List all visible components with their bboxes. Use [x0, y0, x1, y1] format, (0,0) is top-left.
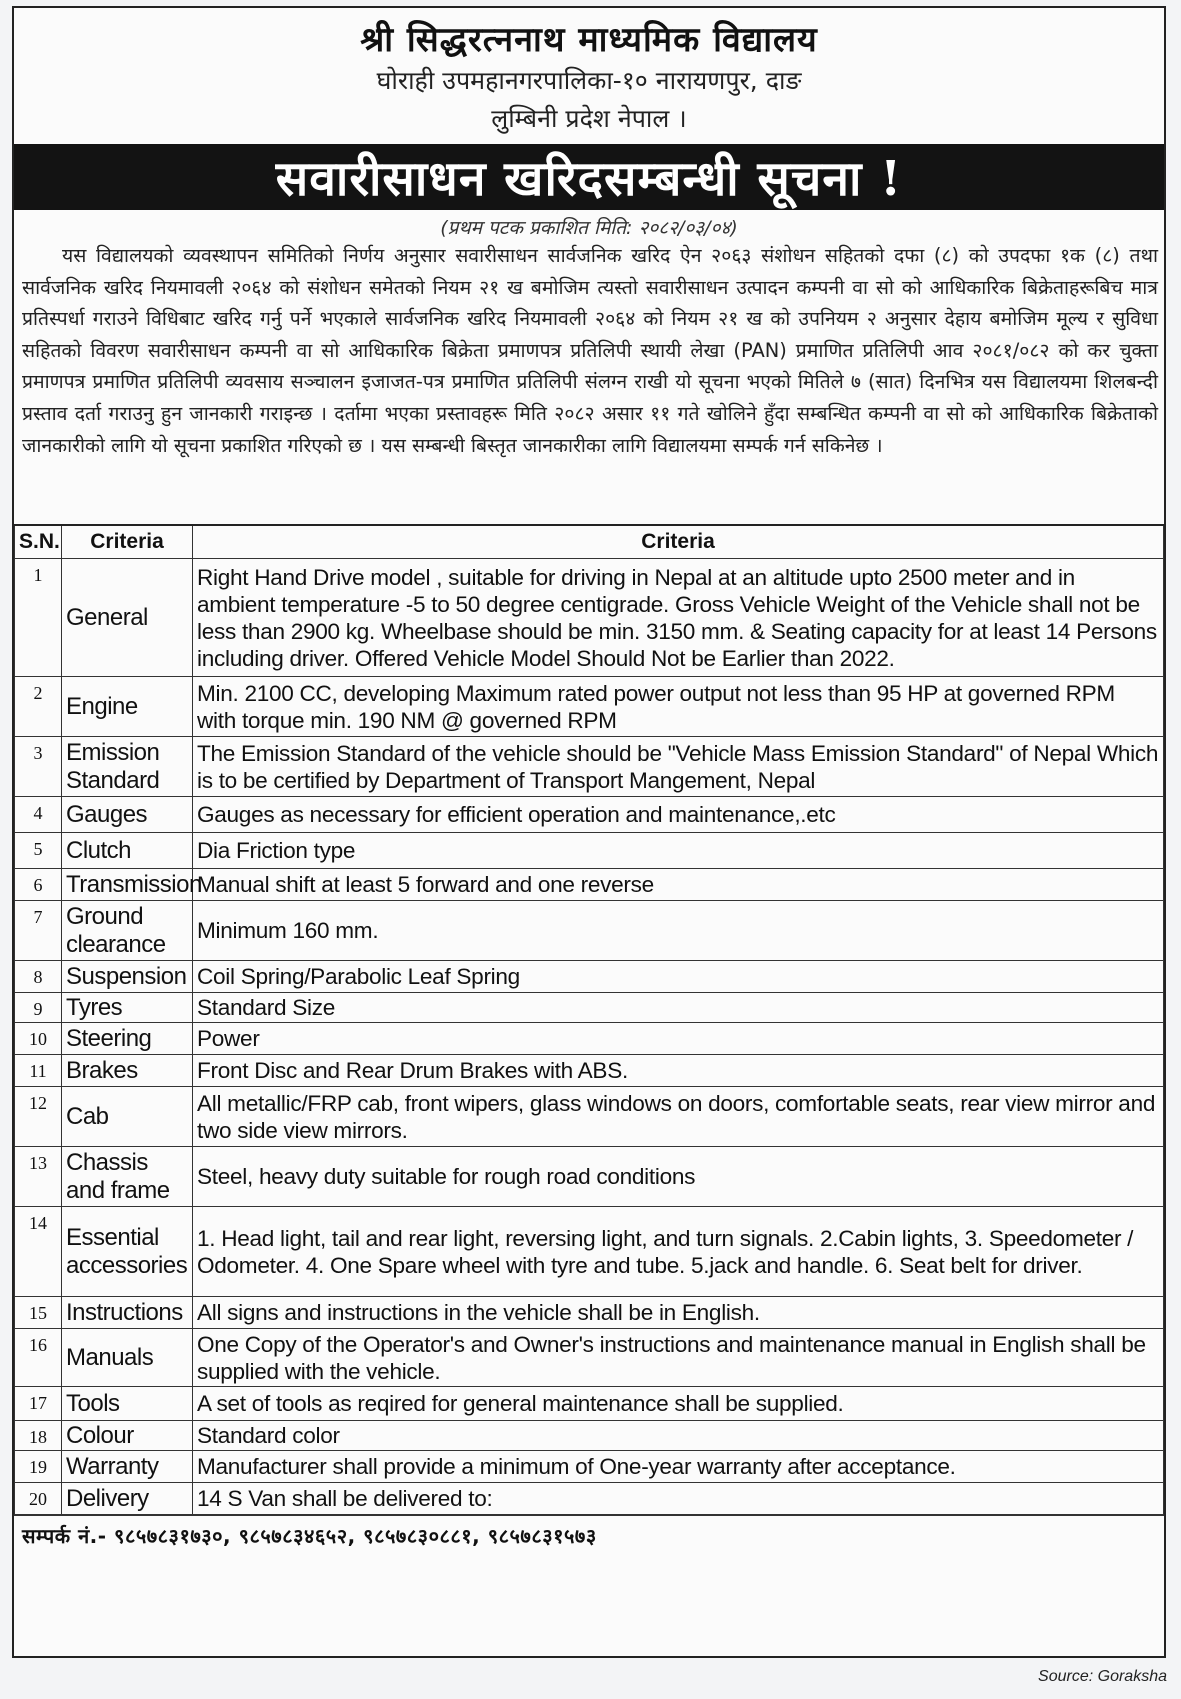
row-criteria: Brakes	[62, 1055, 193, 1087]
row-sn: 4	[15, 797, 62, 833]
row-description: A set of tools as reqired for general maintenance shall be supplied.	[193, 1387, 1164, 1421]
table-row	[15, 869, 1164, 901]
row-criteria: Colour	[62, 1421, 193, 1451]
row-description: Steel, heavy duty suitable for rough road conditions	[193, 1147, 1164, 1207]
table-row	[15, 677, 1164, 737]
table-row	[15, 993, 1164, 1023]
table-row	[15, 1329, 1164, 1387]
row-sn: 14	[15, 1207, 62, 1297]
table-row	[15, 1483, 1164, 1515]
row-criteria: Cab	[62, 1087, 193, 1147]
row-criteria: Manuals	[62, 1329, 193, 1387]
row-description: 1. Head light, tail and rear light, reversing light, and turn signals. 2.Cabin lights, 3. Speedometer / Odometer. 4. One Spare wheel with tyre and tube. 5.jack and handle. 6. Seat belt for driver.	[193, 1207, 1164, 1297]
row-sn: 8	[15, 961, 62, 993]
row-sn: 3	[15, 737, 62, 797]
table-row	[15, 797, 1164, 833]
table-row	[15, 1387, 1164, 1421]
school-name: श्री सिद्धरत्ननाथ माध्यमिक विद्यालय	[360, 20, 818, 60]
row-description: Min. 2100 CC, developing Maximum rated power output not less than 95 HP at governed RPM with torque min. 190 NM @ governed RPM	[193, 677, 1164, 737]
row-sn: 13	[15, 1147, 62, 1207]
publish-date: (प्रथम पटक प्रकाशित मिति: २०८२/०३/०४)	[440, 217, 738, 239]
row-description: Dia Friction type	[193, 833, 1164, 869]
notice-title-banner	[14, 144, 1164, 210]
table-row	[15, 961, 1164, 993]
criteria-table-body	[15, 559, 1164, 1515]
table-row	[15, 1023, 1164, 1055]
row-description: Front Disc and Rear Drum Brakes with ABS.	[193, 1055, 1164, 1087]
notice-title: सवारीसाधन खरिदसम्बन्धी सूचना !	[275, 150, 903, 207]
row-criteria: Gauges	[62, 797, 193, 833]
table-row	[15, 1207, 1164, 1297]
table-row	[15, 1421, 1164, 1451]
row-criteria: Warranty	[62, 1451, 193, 1483]
row-criteria: Clutch	[62, 833, 193, 869]
row-criteria: Emission Standard	[62, 737, 193, 797]
notice-body-text: यस विद्यालयको व्यवस्थापन समितिको निर्णय अनुसार सवारीसाधन सार्वजनिक खरिद ऐन २०६३ संशोधन सहितको दफा (८) को उपदफा १क (८) तथा सार्वजनिक खरिद नियमावली २०६४ को संशोधन समेतको नियम २१ ख बमोजिम त्यस्तो सवारीसाधन उत्पादन कम्पनी वा सो को आधिकारिक बिक्रेताहरूबिच मात्र प्रतिस्पर्धा गराउने विधिबाट खरिद गर्नु पर्ने भएकाले सार्वजनिक खरिद नियमावली २०६४ को नियम २१ ख को उपनियम २ अनुसार देहाय बमोजिम मूल्य र सुविधा सहितको विवरण सवारीसाधन कम्पनी वा सो आधिकारिक बिक्रेता प्रमाणपत्र प्रतिलिपी स्थायी लेखा (PAN) प्रमाणित प्रतिलिपी आव २०८१/०८२ को कर चुक्ता प्रमाणपत्र प्रमाणित प्रतिलिपी व्यवसाय सञ्चालन इजाजत-पत्र प्रमाणित प्रतिलिपी संलग्न राखी यो सूचना भएको मितिले ७ (सात) दिनभित्र यस विद्यालयमा शिलबन्दी प्रस्ताव दर्ता गराउनु हुन जानकारी गराइन्छ । दर्तामा भएका प्रस्तावहरू मिति २०८२ असार ११ गते खोलिने हुँदा सम्बन्धित कम्पनी वा सो को आधिकारिक बिक्रेताको जानकारीको लागि यो सूचना प्रकाशित गरिएको छ । यस सम्बन्धी बिस्तृत जानकारीका लागि विद्यालयमा सम्पर्क गर्न सकिनेछ ।	[22, 244, 1158, 457]
header-sn: S.N.	[15, 525, 62, 559]
row-description: Standard Size	[193, 993, 1164, 1023]
row-description: Power	[193, 1023, 1164, 1055]
row-description: 14 S Van shall be delivered to:	[193, 1483, 1164, 1515]
row-criteria: Tools	[62, 1387, 193, 1421]
row-sn: 7	[15, 901, 62, 961]
table-row	[15, 1451, 1164, 1483]
row-description: All metallic/FRP cab, front wipers, glass windows on doors, comfortable seats, rear view mirror and two side view mirrors.	[193, 1087, 1164, 1147]
row-criteria: Ground clearance	[62, 901, 193, 961]
row-sn: 15	[15, 1297, 62, 1329]
school-province: लुम्बिनी प्रदेश नेपाल ।	[491, 104, 687, 133]
row-description: Gauges as necessary for efficient operation and maintenance,.etc	[193, 797, 1164, 833]
notice-header	[14, 8, 1164, 138]
table-row	[15, 833, 1164, 869]
row-sn: 2	[15, 677, 62, 737]
row-sn: 10	[15, 1023, 62, 1055]
table-row	[15, 1087, 1164, 1147]
row-criteria: Steering	[62, 1023, 193, 1055]
row-sn: 18	[15, 1421, 62, 1451]
contact-numbers: सम्पर्क नं.- ९८५७८३१७३०, ९८५७८३४६५२, ९८५७८३०८८१, ९८५७८३१५७३	[14, 1515, 1164, 1555]
school-address: घोराही उपमहानगरपालिका-१० नारायणपुर, दाङ	[376, 66, 802, 95]
notice-document	[12, 6, 1166, 1658]
row-criteria: Tyres	[62, 993, 193, 1023]
row-sn: 20	[15, 1483, 62, 1515]
row-criteria: Delivery	[62, 1483, 193, 1515]
header-criteria: Criteria	[62, 525, 193, 559]
row-description: Standard color	[193, 1421, 1164, 1451]
row-criteria: Transmission	[62, 869, 193, 901]
row-description: All signs and instructions in the vehicle shall be in English.	[193, 1297, 1164, 1329]
row-description: The Emission Standard of the vehicle should be "Vehicle Mass Emission Standard" of Nepal Which is to be certified by Department of Transport Mangement, Nepal	[193, 737, 1164, 797]
row-sn: 1	[15, 559, 62, 677]
row-criteria: General	[62, 559, 193, 677]
header-description: Criteria	[193, 525, 1164, 559]
row-criteria: Chassis and frame	[62, 1147, 193, 1207]
row-sn: 12	[15, 1087, 62, 1147]
row-sn: 11	[15, 1055, 62, 1087]
row-sn: 5	[15, 833, 62, 869]
row-description: One Copy of the Operator's and Owner's instructions and maintenance manual in English shall be supplied with the vehicle.	[193, 1329, 1164, 1387]
row-description: Right Hand Drive model , suitable for driving in Nepal at an altitude upto 2500 meter and in ambient temperature -5 to 50 degree centigrade. Gross Vehicle Weight of the Vehicle shall not be less than 2900 kg. Wheelbase should be min. 3150 mm. & Seating capacity for at least 14 Persons including driver. Offered Vehicle Model Should Not be Earlier than 2022.	[193, 559, 1164, 677]
row-description: Manufacturer shall provide a minimum of One-year warranty after acceptance.	[193, 1451, 1164, 1483]
table-row	[15, 559, 1164, 677]
table-row	[15, 1297, 1164, 1329]
table-row	[15, 737, 1164, 797]
row-sn: 16	[15, 1329, 62, 1387]
row-description: Manual shift at least 5 forward and one reverse	[193, 869, 1164, 901]
table-row	[15, 901, 1164, 961]
row-sn: 9	[15, 993, 62, 1023]
table-row	[15, 1055, 1164, 1087]
table-row	[15, 1147, 1164, 1207]
row-criteria: Instructions	[62, 1297, 193, 1329]
row-description: Minimum 160 mm.	[193, 901, 1164, 961]
row-criteria: Engine	[62, 677, 193, 737]
table-header-row	[15, 525, 1164, 559]
row-sn: 17	[15, 1387, 62, 1421]
criteria-table	[14, 524, 1164, 1515]
source-credit: Source: Goraksha	[1038, 1668, 1167, 1685]
row-criteria: Suspension	[62, 961, 193, 993]
row-criteria: Essential accessories	[62, 1207, 193, 1297]
row-sn: 6	[15, 869, 62, 901]
row-sn: 19	[15, 1451, 62, 1483]
row-description: Coil Spring/Parabolic Leaf Spring	[193, 961, 1164, 993]
